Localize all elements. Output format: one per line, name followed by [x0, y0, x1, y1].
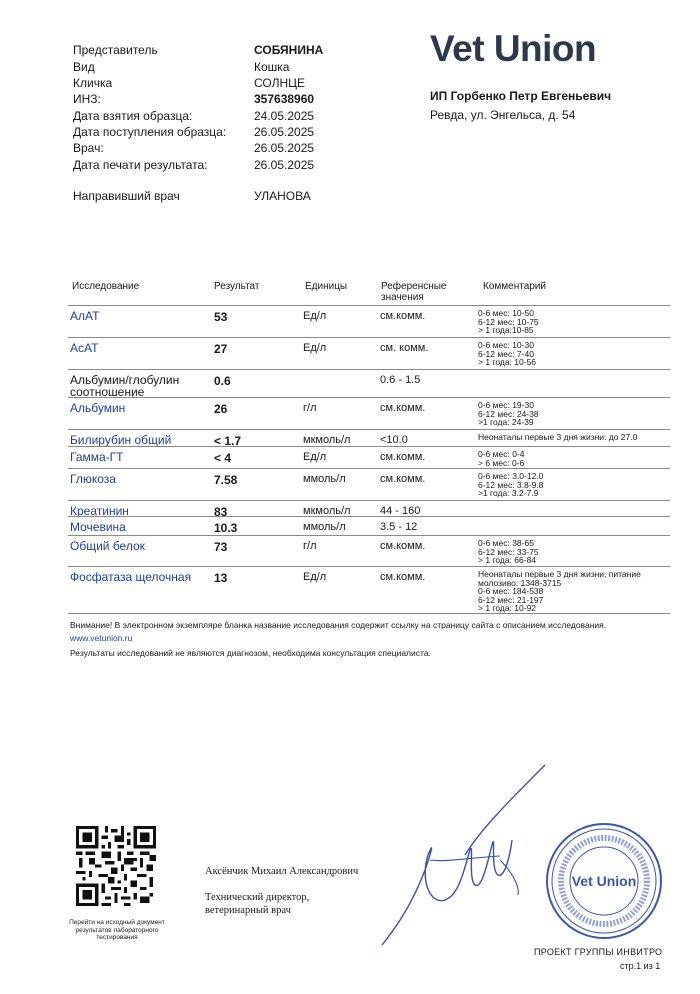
- referring-doctor-label: Направивший врач: [73, 189, 180, 203]
- comment-line: > 1 года: 10-56: [478, 357, 537, 368]
- test-name[interactable]: [70, 540, 145, 552]
- handwritten-signature-icon: [370, 760, 560, 960]
- test-name-line: Билирубин общий: [70, 433, 172, 447]
- test-name-line: Фосфатаза щелочная: [70, 570, 192, 584]
- comment-line: >1 года: 24-39: [478, 417, 534, 428]
- info-label: Кличка: [73, 76, 113, 90]
- test-unit: Ед/л: [303, 451, 327, 463]
- qr-code-icon[interactable]: [76, 826, 156, 906]
- comment-line: 6-12 мес: 33-75: [478, 546, 539, 557]
- test-name[interactable]: [70, 402, 125, 414]
- test-result: 0.6: [214, 374, 231, 388]
- test-reference: см.комм.: [380, 473, 426, 485]
- table-row: [68, 305, 670, 336]
- vetunion-link[interactable]: www.vetunion.ru: [70, 633, 133, 643]
- header-ref-line2: значения: [381, 292, 424, 303]
- test-name-line: Альбумин/глобулин: [70, 373, 180, 387]
- test-name-line: Мочевина: [70, 520, 126, 534]
- test-reference: 0.6 - 1.5: [380, 374, 421, 386]
- test-result: < 1.7: [214, 434, 242, 448]
- warning-note: Внимание! В электронном экземпляре бланка название исследования содержит ссылку на страницу сайта с описанием исследования.: [70, 620, 607, 630]
- test-name[interactable]: [70, 571, 191, 583]
- info-value: СОЛНЦЕ: [254, 76, 306, 90]
- test-comment: [478, 309, 539, 335]
- test-reference: 3.5 - 12: [380, 521, 418, 533]
- test-result: < 4: [214, 451, 232, 465]
- test-result: 10.3: [214, 521, 238, 535]
- test-reference: <10.0: [380, 434, 408, 446]
- info-value: 26.05.2025: [254, 158, 315, 172]
- footer-page: стр.1 из 1: [620, 961, 661, 971]
- info-label: Представитель: [73, 43, 158, 57]
- test-result: 83: [214, 505, 228, 519]
- test-unit: Ед/л: [303, 571, 327, 583]
- test-name[interactable]: [70, 473, 116, 485]
- table-row: [68, 429, 670, 448]
- test-name-line: Креатинин: [70, 504, 129, 518]
- test-comment: [478, 401, 539, 427]
- comment-line: Неонаталы первые 3 дня жизни, питание: [478, 569, 641, 579]
- comment-line: >1 года: 3.2-7.9: [478, 488, 539, 499]
- test-reference: см.комм.: [380, 571, 426, 583]
- test-unit: Ед/л: [303, 310, 327, 322]
- qr-caption: Перейти на исходный документ результатов лабораторного тестирования: [69, 919, 165, 941]
- table-row: [68, 337, 670, 368]
- table-bottom-border: [68, 613, 670, 614]
- test-comment: [478, 539, 539, 565]
- test-name-line: Глюкоза: [70, 472, 116, 486]
- comment-line: 0-6 мес: 38-65: [478, 538, 534, 548]
- comment-line: 0-6 мес: 184-538: [478, 586, 544, 597]
- comment-line: 0-6 мес: 3.0-12.0: [478, 471, 544, 481]
- test-unit: мкмоль/л: [303, 434, 351, 446]
- test-unit: г/л: [303, 402, 317, 414]
- lab-name: ИП Горбенко Петр Евгеньевич: [430, 89, 612, 103]
- comment-line: 6-12 мес: 7-40: [478, 348, 534, 359]
- referring-doctor-value: УЛАНОВА: [254, 189, 311, 203]
- test-name: [70, 374, 179, 398]
- table-row: [68, 566, 670, 614]
- test-reference: см.комм.: [380, 451, 426, 463]
- test-unit: Ед/л: [303, 342, 327, 354]
- signatory-name: Аксёнчик Михаил Александрович: [205, 866, 359, 877]
- test-comment: [478, 433, 637, 442]
- comment-line: 0-6 мес: 10-50: [478, 308, 534, 318]
- test-name[interactable]: [70, 521, 126, 533]
- test-name-line: АлАТ: [70, 309, 100, 323]
- signatory-title-line2: ветеринарный врач: [205, 905, 291, 916]
- test-result: 26: [214, 402, 228, 416]
- info-label: Дата печати результата:: [73, 158, 208, 172]
- test-result: 7.58: [214, 473, 238, 487]
- test-name-line: Альбумин: [70, 401, 126, 415]
- test-reference: см.комм.: [380, 402, 426, 414]
- test-name-line: соотношение: [70, 385, 145, 399]
- table-row: [68, 446, 670, 468]
- test-unit: ммоль/л: [303, 521, 346, 533]
- test-name-line: Гамма-ГТ: [70, 450, 124, 464]
- info-label: Дата взятия образца:: [73, 109, 193, 123]
- info-value: Кошка: [254, 60, 290, 74]
- footer-project: ПРОЕКТ ГРУППЫ ИНВИТРО: [534, 947, 663, 957]
- comment-line: Неонаталы первые 3 дня жизни: до 27.0: [478, 432, 638, 442]
- test-name[interactable]: [70, 310, 99, 322]
- header-result: Результат: [214, 281, 260, 292]
- test-reference: см.комм.: [380, 310, 426, 322]
- test-comment: [478, 570, 641, 613]
- test-reference: 44 - 160: [380, 505, 421, 517]
- test-unit: г/л: [303, 540, 317, 552]
- test-result: 13: [214, 571, 228, 585]
- vet-union-logo: Vet Union: [430, 28, 597, 69]
- table-row: [68, 369, 670, 399]
- info-label: Вид: [73, 60, 95, 74]
- header-ref-line1: Референсные: [381, 281, 447, 292]
- test-comment: [478, 341, 536, 367]
- comment-line: > 6 мес: 0-6: [478, 457, 525, 468]
- comment-line: 6-12 мес: 3.8-9.8: [478, 479, 544, 490]
- test-name-line: АсАТ: [70, 341, 99, 355]
- test-result: 27: [214, 342, 228, 356]
- info-value: 357638960: [254, 92, 315, 106]
- test-comment: [478, 450, 524, 467]
- comment-line: 6-12 мес: 24-38: [478, 408, 539, 419]
- test-name[interactable]: [70, 342, 98, 354]
- info-value: СОБЯНИНА: [254, 43, 324, 57]
- header-test: Исследование: [72, 281, 140, 292]
- info-label: ИНЗ:: [73, 92, 101, 106]
- test-reference: см. комм.: [380, 342, 429, 354]
- test-name[interactable]: [70, 434, 171, 446]
- comment-line: 0-6 мес: 10-30: [478, 340, 534, 350]
- table-row: [68, 397, 670, 428]
- test-comment: [478, 472, 543, 498]
- comment-line: > 1 года: 10-92: [478, 603, 537, 614]
- header-ref: [381, 281, 447, 303]
- signatory-title: [205, 891, 309, 917]
- header-units: Единицы: [305, 281, 348, 292]
- lab-address: Ревда, ул. Энгельса, д. 54: [430, 108, 576, 122]
- test-name-line: Общий белок: [70, 539, 145, 553]
- info-value: 26.05.2025: [254, 125, 315, 139]
- comment-line: 0-6 мес: 19-30: [478, 400, 534, 410]
- comment-line: > 1 года:10-85: [478, 325, 534, 336]
- table-row: [68, 468, 670, 499]
- signatory-title-line1: Технический директор,: [205, 892, 310, 903]
- test-unit: мкмоль/л: [303, 505, 351, 517]
- header-comments: Комментарий: [483, 281, 546, 292]
- comment-line: 0-6 мес: 0-4: [478, 449, 525, 459]
- info-value: 24.05.2025: [254, 109, 315, 123]
- stamp-text: Vet Union: [571, 873, 637, 889]
- info-label: Врач:: [73, 141, 104, 155]
- table-row: [68, 516, 670, 535]
- comment-line: молозиво: 1348-3715: [478, 577, 562, 588]
- company-stamp-icon: [545, 822, 663, 940]
- test-result: 73: [214, 540, 228, 554]
- test-reference: см.комм.: [380, 540, 426, 552]
- table-row: [68, 535, 670, 566]
- comment-line: > 1 года: 66-84: [478, 555, 537, 566]
- test-unit: ммоль/л: [303, 473, 346, 485]
- test-result: 53: [214, 310, 228, 324]
- info-value: 26.05.2025: [254, 141, 315, 155]
- disclaimer-note: Результаты исследований не являются диагнозом, необходима консультация специалиста.: [70, 648, 431, 658]
- info-label: Дата поступления образца:: [73, 125, 227, 139]
- comment-line: 6-12 мес: 21-197: [478, 594, 544, 605]
- test-name[interactable]: [70, 451, 124, 463]
- comment-line: 6-12 мес: 10-75: [478, 316, 539, 327]
- table-row: [68, 500, 670, 519]
